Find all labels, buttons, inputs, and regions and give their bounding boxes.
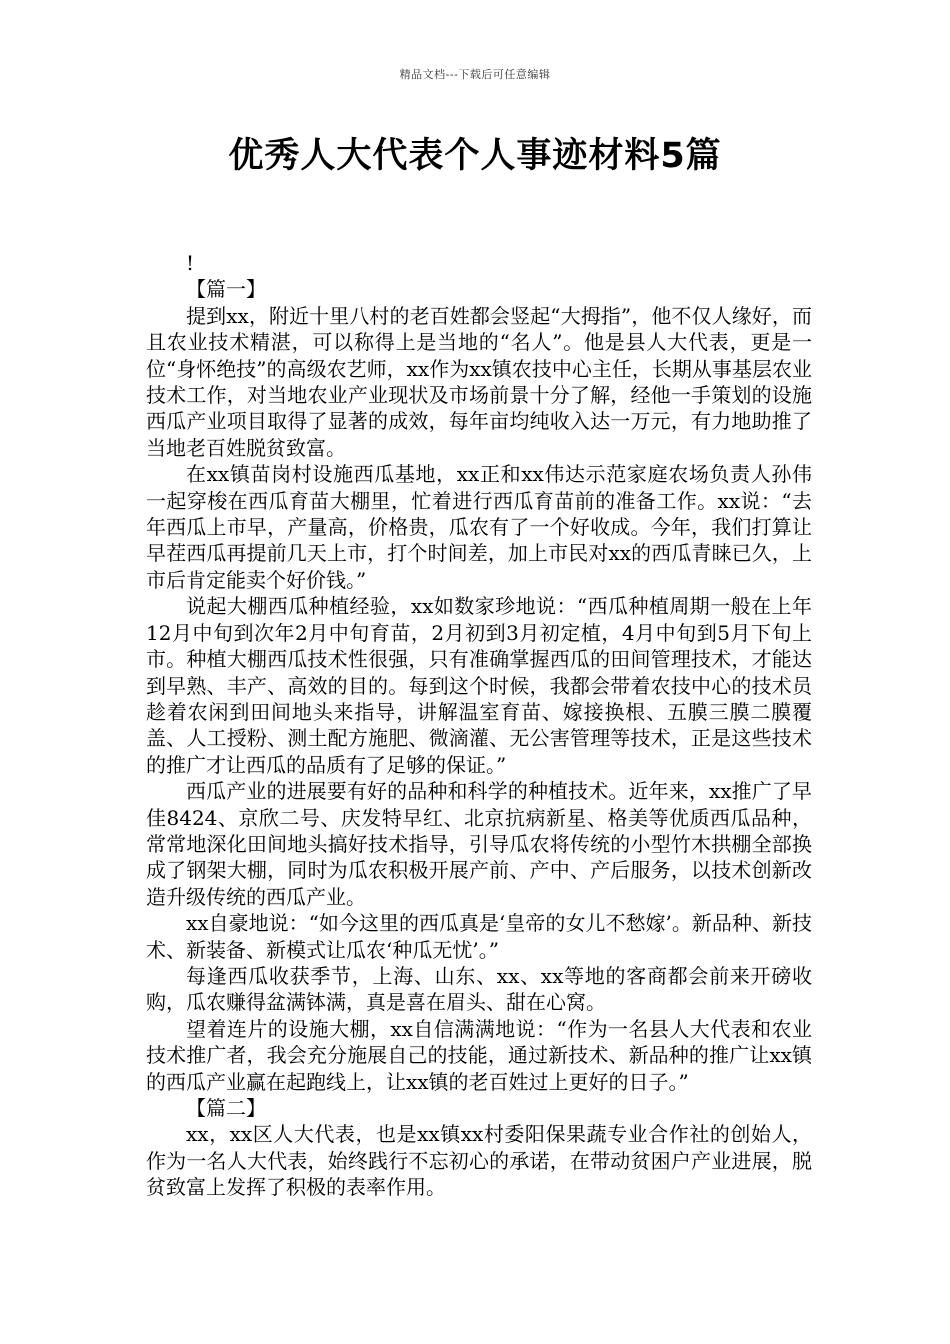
- paragraph: xx，xx区人大代表，也是xx镇xx村委阳保果蔬专业合作社的创始人，作为一名人大代表，始终践行不忘初心的承诺，在带动贫困户产业进展，脱贫致富上发挥了积极的表率作用。: [146, 1122, 812, 1200]
- document-body: [146, 250, 812, 1201]
- header-note: 精品文档---下载后可任意编辑: [399, 68, 551, 81]
- paragraph: xx自豪地说：“如今这里的西瓜真是‘皇帝的女儿不愁嫁’。新品种、新技术、新装备、新模式让瓜农‘种瓜无忧’。”: [146, 911, 812, 962]
- paragraph: !: [186, 251, 195, 275]
- section-heading: 【篇一】: [186, 277, 266, 302]
- section-heading: 【篇二】: [186, 1096, 266, 1120]
- paragraph: 提到xx，附近十里八村的老百姓都会竖起“大拇指”，他不仅人缘好，而且农业技术精湛，可以称得上是当地的“名人”。他是县人大代表，更是一位“身怀绝技”的高级农艺师，xx作为xx镇农技中心主任，长期从事基层农业技术工作，对当地农业产业现状及市场前景十分了解，经他一手策划的设施西瓜产业项目取得了显著的成效，每年亩均纯收入达一万元，有力地助推了当地老百姓脱贫致富。: [146, 303, 812, 460]
- paragraph: 望着连片的设施大棚，xx自信满满地说：“作为一名县人大代表和农业技术推广者，我会充分施展自己的技能，通过新技术、新品种的推广让xx镇的西瓜产业赢在起跑线上，让xx镇的老百姓过上更好的日子。”: [146, 1016, 812, 1094]
- document-title: 优秀人大代表个人事迹材料5篇: [228, 136, 722, 176]
- paragraph: 西瓜产业的进展要有好的品种和科学的种植技术。近年来，xx推广了早佳8424、京欣二号、庆发特早红、北京抗病新星、格美等优质西瓜品种，常常地深化田间地头搞好技术指导，引导瓜农将传统的小型竹木拱棚全部换成了钢架大棚，同时为瓜农积极开展产前、产中、产后服务，以技术创新改造升级传统的西瓜产业。: [146, 779, 812, 909]
- paragraph: 在xx镇苗岗村设施西瓜基地，xx正和xx伟达示范家庭农场负责人孙伟一起穿梭在西瓜育苗大棚里，忙着进行西瓜育苗前的准备工作。xx说：“去年西瓜上市早，产量高，价格贵，瓜农有了一个好收成。今年，我们打算让早茬西瓜再提前几天上市，打个时间差，加上市民对xx的西瓜青睐已久，上市后肯定能卖个好价钱。”: [146, 462, 812, 592]
- paragraph: 每逢西瓜收获季节，上海、山东、xx、xx等地的客商都会前来开磅收购，瓜农赚得盆满钵满，真是喜在眉头、甜在心窝。: [146, 963, 812, 1015]
- paragraph: 说起大棚西瓜种植经验，xx如数家珍地说：“西瓜种植周期一般在上年12月中旬到次年2月中旬育苗，2月初到3月初定植，4月中旬到5月下旬上市。种植大棚西瓜技术性很强，只有准确掌握西瓜的田间管理技术，才能达到早熟、丰产、高效的目的。每到这个时候，我都会带着农技中心的技术员趁着农闲到田间地头来指导，讲解温室育苗、嫁接换根、五膜三膜二膜覆盖、人工授粉、测土配方施肥、微滴灌、无公害管理等技术，正是这些技术的推广才让西瓜的品质有了足够的保证。”: [146, 594, 812, 777]
